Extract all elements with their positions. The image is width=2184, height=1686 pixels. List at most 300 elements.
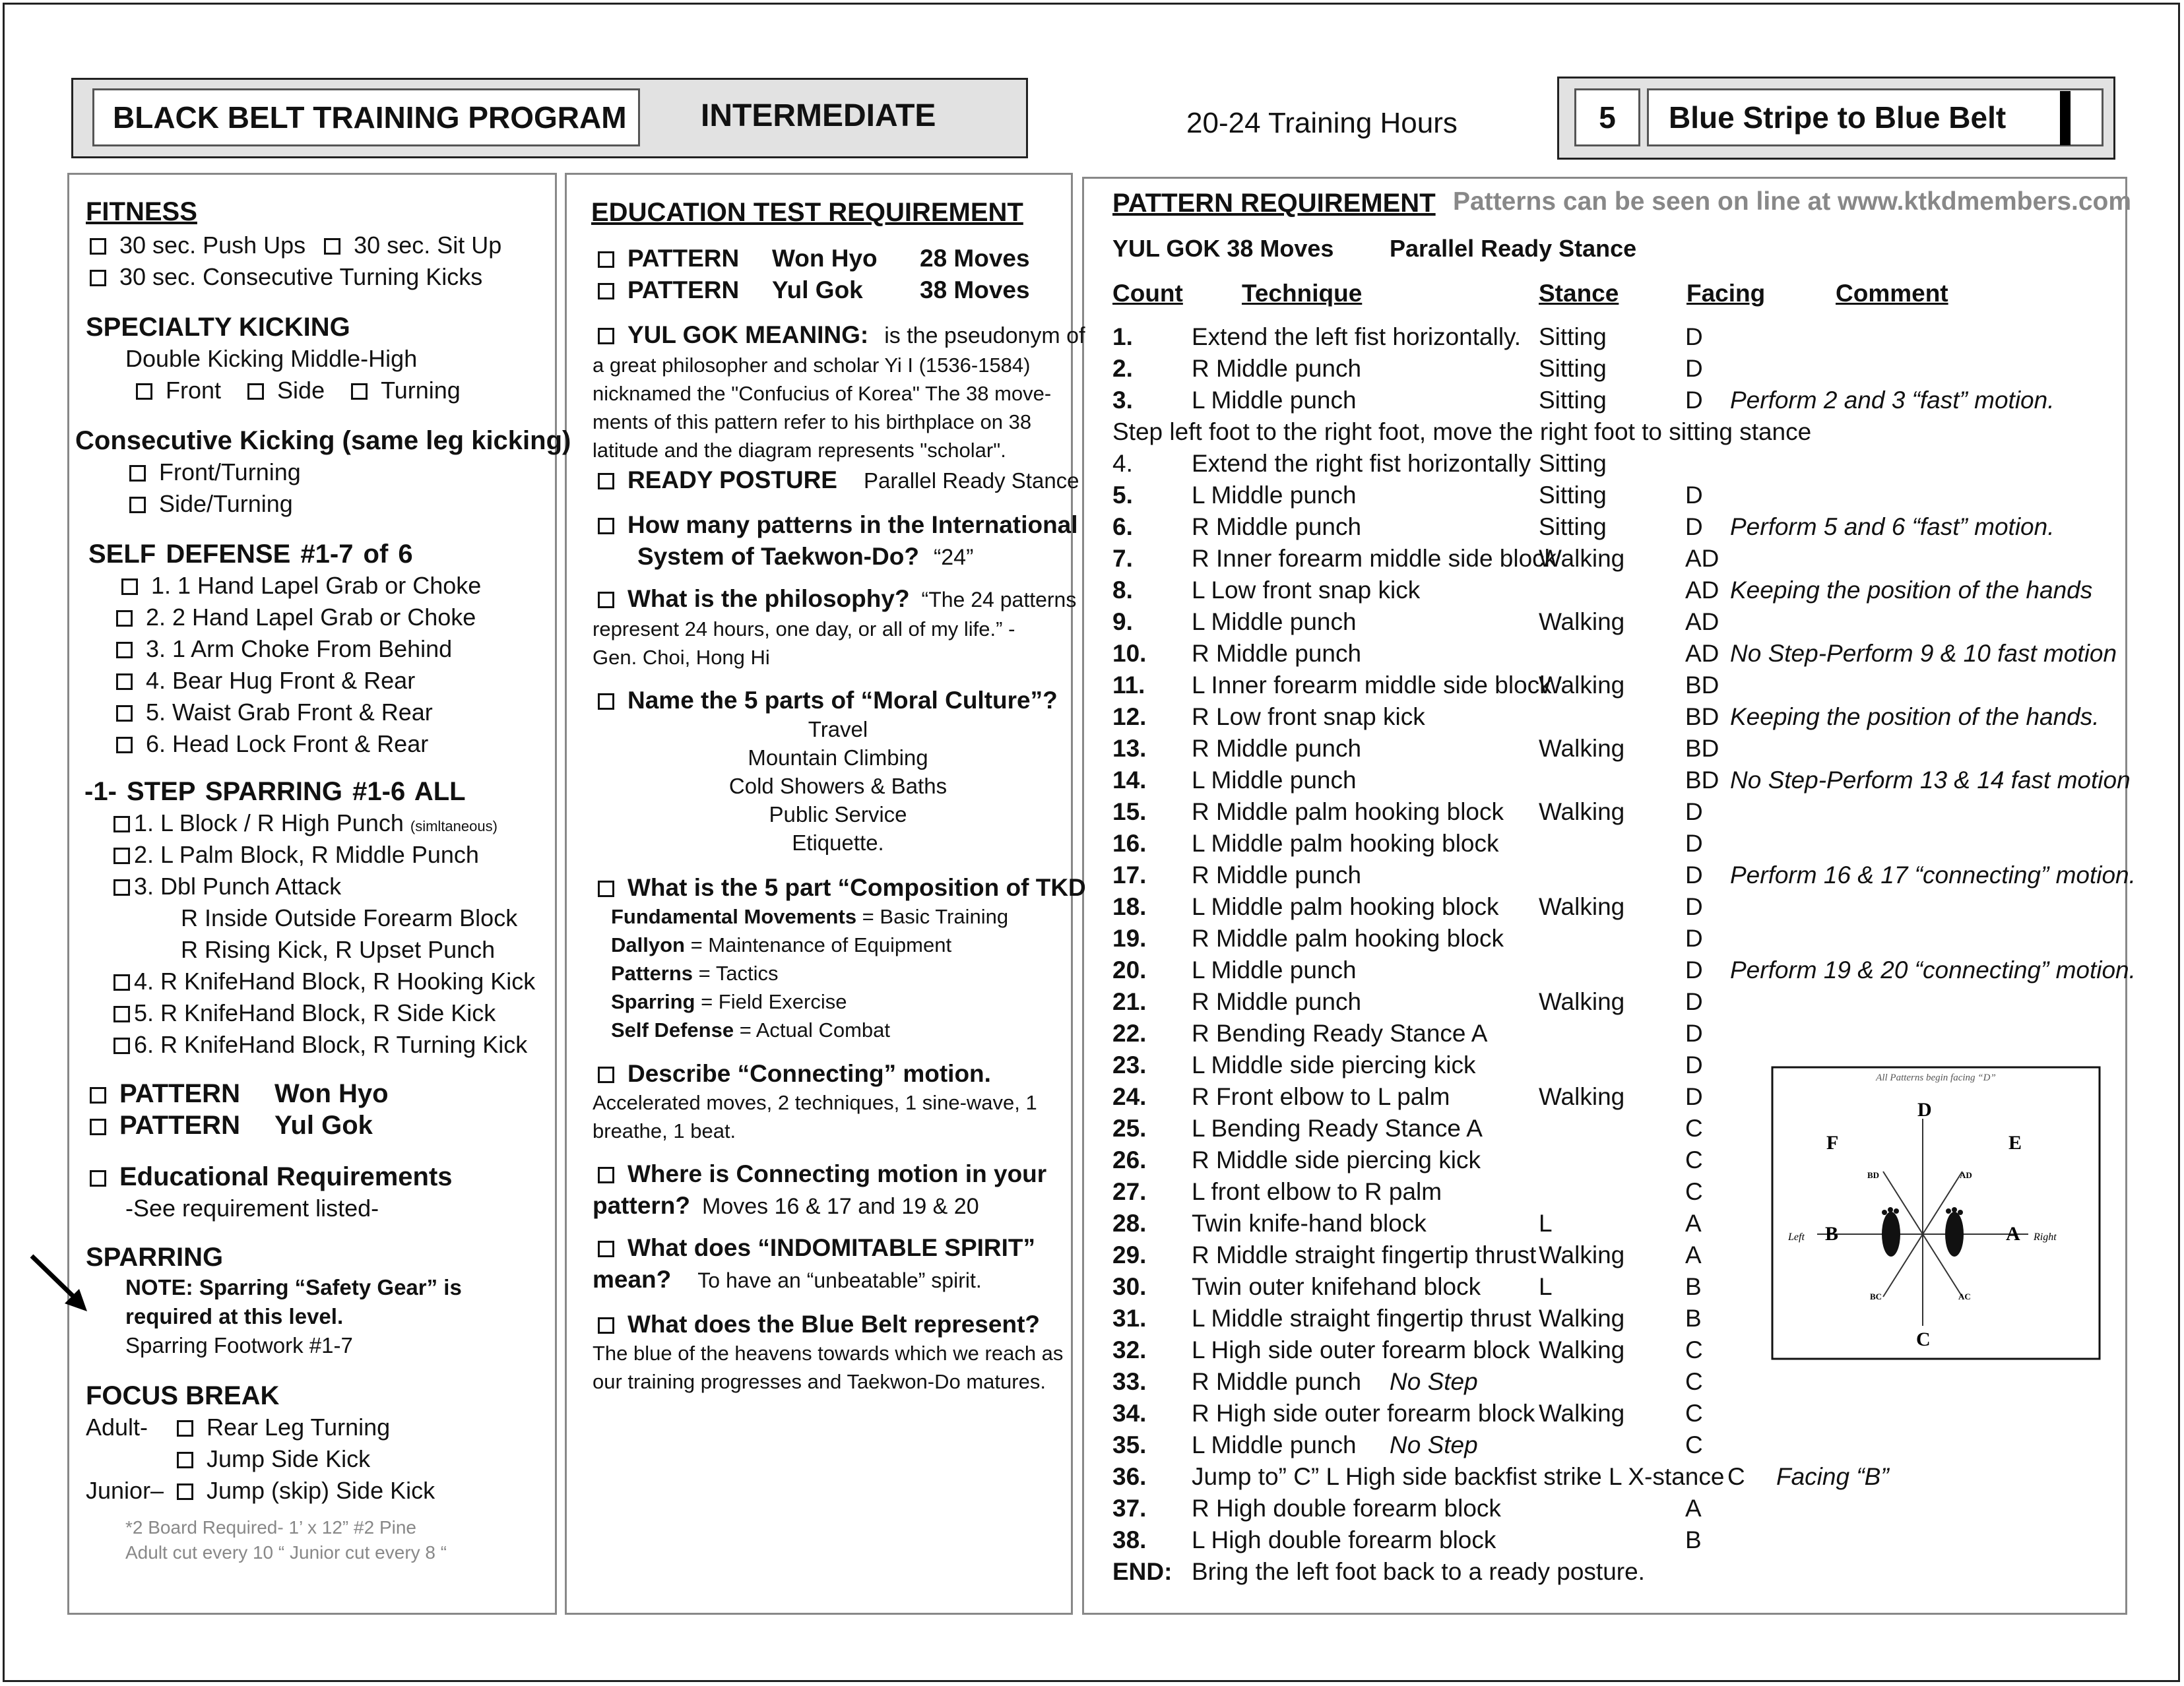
comp-value: = Basic Training: [856, 905, 1009, 928]
row-technique: L Middle punch: [1192, 1431, 1357, 1458]
where-answer: Moves 16 & 17 and 19 & 20: [702, 1194, 979, 1219]
self-defense-checkbox[interactable]: [116, 705, 133, 722]
blue-line: our training progresses and Taekwon-Do matures.: [593, 1370, 1046, 1393]
moral-item: Travel: [808, 717, 868, 741]
row-technique: R Low front snap kick: [1192, 703, 1425, 730]
row-technique: L Middle punch: [1192, 956, 1357, 984]
row-count: 36.: [1112, 1463, 1147, 1490]
row-count: 1.: [1112, 323, 1133, 350]
moral-item: Public Service: [769, 802, 907, 827]
diagram-label-right: Right: [2034, 1232, 2057, 1243]
edu-pattern-checkbox[interactable]: [598, 251, 614, 268]
step-sparring-checkbox[interactable]: [113, 848, 130, 864]
row-count: 17.: [1112, 861, 1147, 889]
pattern-row: [1112, 830, 2142, 861]
where-checkbox[interactable]: [598, 1167, 614, 1183]
meaning-line: latitude and the diagram represents "scholar".: [593, 439, 1006, 462]
row-count: 21.: [1112, 988, 1147, 1015]
specialty-title: SPECIALTY KICKING: [86, 313, 350, 342]
philo-line: Gen. Choi, Hong Hi: [593, 646, 770, 669]
edu-req-title: [90, 1160, 453, 1194]
indom-q: [598, 1231, 1035, 1265]
sparring-footwork: Sparring Footwork #1-7: [125, 1333, 353, 1358]
row-technique: Extend the left fist horizontally.: [1192, 323, 1522, 350]
row-facing: BD: [1685, 671, 1719, 699]
row-technique: L Middle punch: [1192, 608, 1357, 635]
focus-item: [177, 1412, 390, 1443]
side-turning-label: Side/Turning: [159, 490, 293, 517]
row-note: Step left foot to the right foot, move the right foot to sitting stance: [1112, 418, 1812, 445]
moral-q: [598, 683, 1058, 718]
pattern-row: [1112, 1368, 2142, 1400]
row-count: 28.: [1112, 1210, 1147, 1237]
indom-q2: [593, 1263, 982, 1297]
pattern-row: [1112, 1400, 2142, 1431]
pattern-row: [1112, 925, 2142, 956]
ready-question: READY POSTURE: [627, 466, 837, 493]
pattern-row: [1112, 1558, 2142, 1590]
row-facing: AD: [1685, 608, 1719, 635]
row-stance: Sitting: [1539, 482, 1607, 509]
row-stance: Walking: [1539, 1336, 1625, 1363]
col-facing-header: Facing: [1686, 280, 1766, 307]
row-technique: Twin knife-hand block: [1192, 1210, 1427, 1237]
ready-q: [598, 464, 1079, 497]
left-pattern-2: [90, 1108, 373, 1142]
row-facing: D: [1685, 861, 1703, 889]
row-stance: Walking: [1539, 608, 1625, 635]
row-facing: D: [1685, 323, 1703, 350]
self-defense-checkbox[interactable]: [116, 737, 133, 753]
row-facing: D: [1685, 1020, 1703, 1047]
row-count: 32.: [1112, 1336, 1147, 1363]
turning-checkbox[interactable]: [351, 383, 368, 400]
edu-pattern-label: PATTERN: [627, 276, 740, 303]
belt-name: [1647, 88, 2104, 146]
row-count: 3.: [1112, 387, 1133, 414]
step-sparring-checkbox[interactable]: [113, 974, 130, 991]
row-facing: B: [1685, 1273, 1702, 1300]
col-comment-header: Comment: [1836, 280, 1948, 307]
philo-question: What is the philosophy?: [627, 585, 910, 612]
row-stance: Walking: [1539, 1400, 1625, 1427]
row-stance: Walking: [1539, 735, 1625, 762]
indom-question: What does “INDOMITABLE SPIRIT”: [627, 1234, 1036, 1261]
jump-skip-label: Jump (skip) Side Kick: [207, 1477, 435, 1504]
step-sparring-item: [113, 966, 535, 997]
row-technique: L Middle side piercing kick: [1192, 1051, 1476, 1078]
comp-value: = Actual Combat: [734, 1018, 891, 1042]
row-comment: Perform 2 and 3 “fast” motion.: [1730, 387, 2055, 414]
step-sparring-item: [113, 1029, 527, 1061]
row-comment: Keeping the position of the hands: [1730, 577, 2093, 604]
diagram-label-a: A: [2006, 1223, 2020, 1245]
how-many-q: [598, 508, 1078, 542]
step-sparring-label: 4. R KnifeHand Block, R Hooking Kick: [134, 968, 536, 995]
how-many-answer: “24”: [933, 545, 974, 570]
row-stance: Sitting: [1539, 323, 1607, 350]
diagram-label-bc: BC: [1870, 1292, 1882, 1301]
turning-kicks-label: 30 sec. Consecutive Turning Kicks: [119, 263, 483, 290]
pattern-sub-name: YUL GOK 38 Moves: [1112, 235, 1334, 262]
diagram-label-c: C: [1916, 1328, 1931, 1350]
self-defense-label: 1. 1 Hand Lapel Grab or Choke: [151, 572, 482, 599]
diagram-label-left: Left: [1788, 1232, 1805, 1243]
diagram-label-bd: BD: [1867, 1170, 1880, 1180]
row-count: 7.: [1112, 545, 1133, 572]
comp-question: What is the 5 part “Composition of TKD: [627, 874, 1086, 901]
blue-question: What does the Blue Belt represent?: [627, 1311, 1040, 1338]
sit-up-label: 30 sec. Sit Up: [354, 232, 502, 259]
turning-label: Turning: [381, 377, 461, 404]
self-defense-label: 6. Head Lock Front & Rear: [146, 730, 429, 757]
row-technique: L Middle punch: [1192, 482, 1357, 509]
row-count: 37.: [1112, 1495, 1147, 1522]
row-technique: L Middle palm hooking block: [1192, 830, 1499, 857]
pattern-sub-stance: Parallel Ready Stance: [1390, 235, 1637, 262]
row-comment: No Step-Perform 13 & 14 fast motion: [1730, 766, 2131, 794]
front-turning-label: Front/Turning: [159, 458, 301, 485]
comp-q: [598, 871, 1086, 905]
row-stance: Sitting: [1539, 513, 1607, 540]
row-technique: R Middle palm hooking block: [1192, 798, 1504, 825]
blue-checkbox[interactable]: [598, 1317, 614, 1334]
row-technique: L Middle palm hooking block: [1192, 893, 1499, 920]
conn-q: [598, 1057, 991, 1091]
self-defense-checkbox[interactable]: [121, 578, 138, 595]
meaning-checkbox[interactable]: [598, 328, 614, 344]
row-facing: BD: [1685, 735, 1719, 762]
self-defense-checkbox[interactable]: [116, 673, 133, 690]
row-count: 4.: [1112, 450, 1133, 477]
row-technique: R Middle punch: [1192, 640, 1362, 667]
specialty-subtitle: Double Kicking Middle-High: [125, 345, 418, 372]
moral-item: Cold Showers & Baths: [728, 774, 947, 798]
how-many-checkbox[interactable]: [598, 518, 614, 534]
row-facing: D: [1685, 482, 1703, 509]
ready-checkbox[interactable]: [598, 473, 614, 489]
moral-item: Mountain Climbing: [748, 745, 928, 770]
pattern-row: [1112, 1020, 2142, 1051]
step-sparring-item: [113, 807, 498, 842]
program-title-text: BLACK BELT TRAINING PROGRAM: [113, 100, 627, 135]
edu-pattern-moves: 38 Moves: [920, 276, 1030, 303]
pattern-online-note: Patterns can be seen on line at www.ktkdmembers.com: [1453, 187, 2132, 216]
step-sparring-label: 6. R KnifeHand Block, R Turning Kick: [134, 1031, 528, 1058]
sit-up-checkbox[interactable]: [324, 238, 340, 255]
side-turning-checkbox[interactable]: [129, 497, 146, 513]
fitness-row-2: [90, 261, 482, 293]
meaning-line: ments of this pattern refer to his birthplace on 38: [593, 410, 1032, 433]
row-count: 8.: [1112, 577, 1133, 604]
step-sparring-label: 5. R KnifeHand Block, R Side Kick: [134, 999, 496, 1026]
jump-side-checkbox[interactable]: [177, 1452, 193, 1468]
left-pattern-name: Won Hyo: [274, 1079, 389, 1108]
focus-adult-label: Adult-: [86, 1414, 148, 1441]
row-technique: Jump to” C” L High side backfist strike L X-stance: [1192, 1463, 1725, 1490]
row-facing: AD: [1685, 577, 1719, 604]
row-facing: D: [1685, 925, 1703, 952]
how-many-q2: [637, 540, 973, 575]
row-count: 31.: [1112, 1305, 1147, 1332]
pattern-row: [1112, 608, 2142, 640]
comp-item: [611, 902, 1008, 931]
front-turning-checkbox[interactable]: [129, 465, 146, 482]
how-many-question-2: System of Taekwon-Do?: [637, 543, 919, 570]
front-checkbox[interactable]: [136, 383, 152, 400]
arrow-icon: [26, 1251, 92, 1317]
self-defense-item: [116, 665, 415, 697]
step-sparring-checkbox[interactable]: [113, 1006, 130, 1022]
philo-line: represent 24 hours, one day, or all of my life.” -: [593, 617, 1015, 640]
row-facing: C: [1685, 1146, 1703, 1173]
edu-req-sub: -See requirement listed-: [125, 1195, 379, 1222]
row-technique: L Middle punch: [1192, 387, 1357, 414]
row-facing: A: [1685, 1241, 1702, 1268]
step-sparring-label: 3. Dbl Punch Attack: [134, 873, 342, 900]
pattern-row: [1112, 640, 2142, 671]
col-count-header: Count: [1112, 280, 1183, 307]
row-facing: BD: [1685, 766, 1719, 794]
sparring-note: NOTE: Sparring “Safety Gear” is: [125, 1275, 462, 1299]
belt-number-text: 5: [1599, 100, 1616, 135]
ready-answer: Parallel Ready Stance: [864, 468, 1079, 493]
sparring-note: required at this level.: [125, 1304, 344, 1328]
row-count: 12.: [1112, 703, 1147, 730]
pattern-row: [1112, 323, 2142, 355]
row-facing: D: [1685, 1051, 1703, 1078]
consecutive-item: [129, 456, 301, 488]
row-facing: D: [1685, 355, 1703, 382]
row-count: 6.: [1112, 513, 1133, 540]
turning-kicks-checkbox[interactable]: [90, 270, 106, 286]
conn-question: Describe “Connecting” motion.: [627, 1060, 991, 1087]
pattern-row: [1112, 1463, 2142, 1495]
belt-name-text: Blue Stripe to Blue Belt: [1669, 100, 2007, 135]
pattern-row: [1112, 513, 2142, 545]
row-comment: Keeping the position of the hands.: [1730, 703, 2100, 730]
indom-checkbox[interactable]: [598, 1241, 614, 1257]
row-technique: L Bending Ready Stance A: [1192, 1115, 1483, 1142]
fitness-title: FITNESS: [86, 197, 197, 226]
row-count: 11.: [1112, 671, 1145, 699]
edu-pattern-label: PATTERN: [627, 245, 740, 272]
side-label: Side: [277, 377, 325, 404]
pattern-row: [1112, 1495, 2142, 1526]
row-count: 26.: [1112, 1146, 1147, 1173]
meaning-line: nicknamed the "Confucius of Korea" The 38 move-: [593, 382, 1052, 405]
edu-pattern-moves: 28 Moves: [920, 245, 1030, 272]
row-facing: C: [1685, 1431, 1703, 1458]
row-count: 20.: [1112, 956, 1147, 984]
fitness-row-1: [90, 230, 501, 261]
row-technique: L Middle punch: [1192, 766, 1357, 794]
pattern-row: [1112, 861, 2142, 893]
edu-pattern-checkbox[interactable]: [598, 283, 614, 299]
diagram-label-ad: AD: [1960, 1170, 1972, 1180]
self-defense-item: [121, 570, 481, 602]
where-q: [598, 1157, 1046, 1191]
where-question-2: pattern?: [593, 1192, 690, 1219]
moral-checkbox[interactable]: [598, 693, 614, 710]
step-sparring-checkbox[interactable]: [113, 879, 130, 896]
row-technique: L Inner forearm middle side block: [1192, 671, 1552, 699]
belt-number: [1574, 88, 1640, 146]
row-facing: B: [1685, 1526, 1702, 1553]
sparring-title: SPARRING: [86, 1243, 224, 1272]
edu-pattern-1: [598, 241, 1030, 276]
row-count: 9.: [1112, 608, 1133, 635]
conn-line: breathe, 1 beat.: [593, 1119, 736, 1142]
row-stance: L: [1539, 1210, 1553, 1237]
step-sparring-label: 1. L Block / R High Punch: [134, 809, 404, 836]
row-facing: C: [1685, 1400, 1703, 1427]
left-pattern-checkbox[interactable]: [90, 1087, 106, 1104]
row-technique: Twin outer knifehand block: [1192, 1273, 1481, 1300]
self-defense-checkbox[interactable]: [116, 642, 133, 658]
pattern-row: [1112, 893, 2142, 925]
step-sparring-item: [113, 839, 479, 871]
pattern-row: [1112, 735, 2142, 766]
comp-key: Sparring: [611, 990, 695, 1013]
pattern-row: [1112, 988, 2142, 1020]
pattern-row: [1112, 418, 2142, 450]
self-defense-item: [116, 633, 452, 665]
row-facing: AD: [1685, 640, 1719, 667]
row-facing: C: [1685, 1178, 1703, 1205]
comp-key: Dallyon: [611, 933, 685, 956]
row-count: 34.: [1112, 1400, 1147, 1427]
philo-answer: “The 24 patterns: [921, 588, 1077, 611]
row-technique: R Middle punch: [1192, 513, 1362, 540]
row-comment: Perform 19 & 20 “connecting” motion.: [1730, 956, 2136, 984]
diagram-label-f: F: [1826, 1132, 1839, 1154]
row-stance: Walking: [1539, 1083, 1625, 1110]
row-technique-note: No Step: [1390, 1368, 1478, 1395]
pattern-req-title: PATTERN REQUIREMENT: [1112, 189, 1436, 218]
step-sparring-label: 2. L Palm Block, R Middle Punch: [134, 841, 479, 868]
pattern-row: [1112, 798, 2142, 830]
focus-note: Adult cut every 10 “ Junior cut every 8 “: [125, 1542, 447, 1563]
row-facing: C: [1685, 1336, 1703, 1363]
row-technique: R Inner forearm middle side block: [1192, 545, 1557, 572]
row-facing: A: [1685, 1210, 1702, 1237]
row-facing: D: [1685, 956, 1703, 984]
meaning-line: a great philosopher and scholar Yi I (1536-1584): [593, 354, 1031, 377]
push-ups-label: 30 sec. Push Ups: [119, 232, 306, 259]
left-pattern-checkbox[interactable]: [90, 1119, 106, 1135]
comp-value: = Maintenance of Equipment: [684, 933, 952, 956]
step-sparring-title: -1- STEP SPARRING #1-6 ALL: [84, 777, 466, 806]
pattern-row: [1112, 956, 2142, 988]
where-question: Where is Connecting motion in your: [627, 1160, 1047, 1187]
self-defense-label: 2. 2 Hand Lapel Grab or Choke: [146, 604, 476, 631]
self-defense-label: 5. Waist Grab Front & Rear: [146, 699, 433, 726]
self-defense-checkbox[interactable]: [116, 610, 133, 627]
row-technique: R Middle punch: [1192, 988, 1362, 1015]
blue-q: [598, 1307, 1040, 1342]
row-facing: C: [1727, 1463, 1745, 1490]
specialty-options: [136, 375, 461, 406]
step-sparring-checkbox[interactable]: [113, 816, 130, 832]
conn-checkbox[interactable]: [598, 1067, 614, 1083]
comp-value: = Tactics: [693, 962, 779, 985]
step-sparring-sub: R Rising Kick, R Upset Punch: [181, 936, 496, 963]
row-technique: L High side outer forearm block: [1192, 1336, 1530, 1363]
meaning-question: YUL GOK MEANING:: [627, 321, 869, 348]
row-count: 19.: [1112, 925, 1147, 952]
row-count: 22.: [1112, 1020, 1147, 1047]
col-technique-header: Technique: [1242, 280, 1363, 307]
rear-leg-label: Rear Leg Turning: [207, 1414, 391, 1441]
row-technique-note: No Step: [1390, 1431, 1478, 1458]
left-pattern-label: PATTERN: [119, 1111, 240, 1140]
row-technique: R Middle side piercing kick: [1192, 1146, 1481, 1173]
row-technique: Extend the right fist horizontally: [1192, 450, 1531, 477]
step-sparring-checkbox[interactable]: [113, 1038, 130, 1054]
row-count: 18.: [1112, 893, 1147, 920]
row-stance: Walking: [1539, 545, 1625, 572]
row-stance: Walking: [1539, 893, 1625, 920]
edu-req-checkbox[interactable]: [90, 1170, 106, 1187]
edu-pattern-2: [598, 273, 1030, 307]
education-title: EDUCATION TEST REQUIREMENT: [591, 198, 1023, 227]
row-comment: Perform 5 and 6 “fast” motion.: [1730, 513, 2055, 540]
row-technique: R Bending Ready Stance A: [1192, 1020, 1488, 1047]
pattern-row: [1112, 766, 2142, 798]
focus-item: [177, 1443, 370, 1475]
philo-checkbox[interactable]: [598, 592, 614, 608]
left-pattern-name: Yul Gok: [274, 1111, 373, 1140]
side-checkbox[interactable]: [247, 383, 264, 400]
row-technique: L Middle straight fingertip thrust: [1192, 1305, 1531, 1332]
comp-checkbox[interactable]: [598, 881, 614, 897]
meaning-q: [598, 319, 1085, 352]
comp-item: [611, 931, 951, 959]
row-count: 13.: [1112, 735, 1147, 762]
level-label: INTERMEDIATE: [701, 98, 936, 133]
pattern-row: [1112, 387, 2142, 418]
row-count: 25.: [1112, 1115, 1147, 1142]
step-sparring-note: (simltaneous): [410, 818, 498, 834]
comp-item: [611, 959, 779, 987]
col-stance-header: Stance: [1539, 280, 1619, 307]
row-technique: L front elbow to R palm: [1192, 1178, 1442, 1205]
row-count: 16.: [1112, 830, 1147, 857]
row-facing: A: [1685, 1495, 1702, 1522]
row-stance: Sitting: [1539, 387, 1607, 414]
row-facing: D: [1685, 387, 1703, 414]
push-ups-checkbox[interactable]: [90, 238, 106, 255]
edu-pattern-name: Yul Gok: [772, 276, 863, 303]
comp-key: Patterns: [611, 962, 693, 985]
focus-junior-label: Junior–: [86, 1477, 164, 1504]
row-count: 10.: [1112, 640, 1147, 667]
row-technique: R High double forearm block: [1192, 1495, 1501, 1522]
jump-skip-checkbox[interactable]: [177, 1483, 193, 1500]
rear-leg-checkbox[interactable]: [177, 1420, 193, 1437]
row-facing: BD: [1685, 703, 1719, 730]
row-stance: Walking: [1539, 1305, 1625, 1332]
row-facing: C: [1685, 1368, 1703, 1395]
row-technique: R Middle straight fingertip thrust: [1192, 1241, 1537, 1268]
row-stance: L: [1539, 1273, 1553, 1300]
diagram-label-ac: AC: [1958, 1292, 1971, 1301]
meaning-answer: is the pseudonym of: [884, 323, 1085, 348]
row-count: 14.: [1112, 766, 1147, 794]
conn-line: Accelerated moves, 2 techniques, 1 sine-wave, 1: [593, 1091, 1037, 1114]
diagram-label-b: B: [1825, 1223, 1839, 1245]
